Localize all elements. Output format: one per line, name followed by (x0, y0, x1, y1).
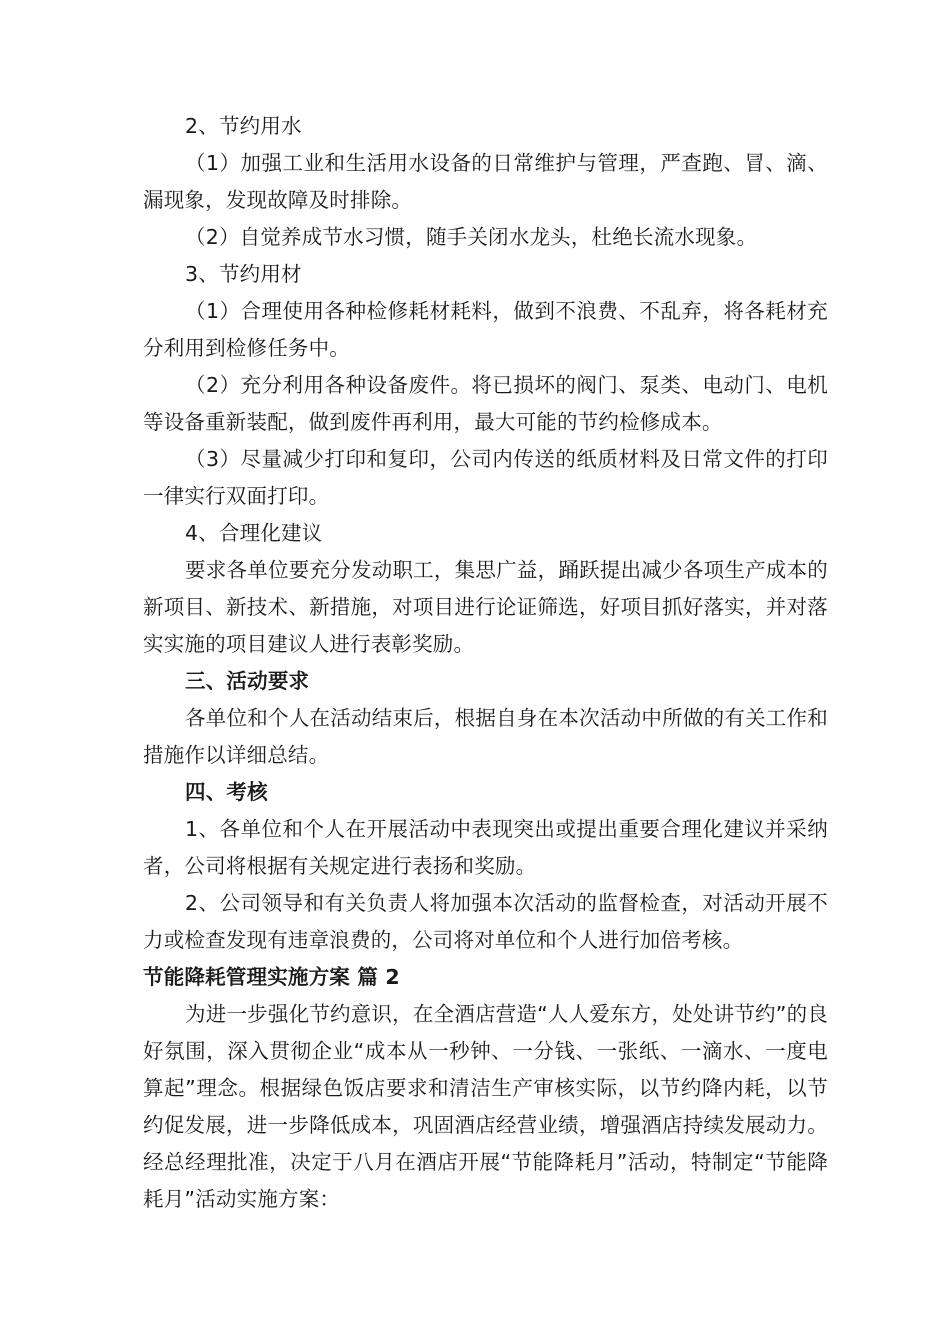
paragraph-materials-2: （2）充分利用各种设备废件。将已损坏的阀门、泵类、电动门、电机等设备重新装配，做到废件再利用，最大可能的节约检修成本。 (143, 373, 828, 434)
paragraph-plan-intro: 为进一步强化节约意识，在全酒店营造“人人爱东方，处处讲节约”的良好氛围，深入贯彻企业“成本从一秒钟、一分钱、一张纸、一滴水、一度电算起”理念。根据绿色饭店要求和清洁生产审核实际，以节约降内耗，以节约促发展，进一步降低成本，巩固酒店经营业绩，增强酒店持续发展动力。经总经理批准，决定于八月在酒店开展“节能降耗月”活动，特制定“节能降耗月”活动实施方案： (143, 1002, 828, 1211)
paragraph-materials-3: （3）尽量减少打印和复印，公司内传送的纸质材料及日常文件的打印一律实行双面打印。 (143, 447, 828, 508)
paragraph-water-1: （1）加强工业和生活用水设备的日常维护与管理，严查跑、冒、滴、漏现象，发现故障及时排除。 (143, 151, 828, 212)
paragraph-requirements: 各单位和个人在活动结束后，根据自身在本次活动中所做的有关工作和措施作以详细总结。 (143, 706, 828, 767)
section-heading-suggestions: 4、合理化建议 (185, 521, 323, 545)
section-heading-materials: 3、节约用材 (185, 262, 302, 286)
plan-title: 节能降耗管理实施方案 篇 2 (143, 965, 400, 989)
paragraph-assessment-1: 1、各单位和个人在开展活动中表现突出或提出重要合理化建议并采纳者，公司将根据有关规定进行表扬和奖励。 (143, 817, 828, 878)
paragraph-materials-1: （1）合理使用各种检修耗材耗料，做到不浪费、不乱弃，将各耗材充分利用到检修任务中。 (143, 299, 828, 360)
section-heading-water: 2、节约用水 (185, 114, 302, 138)
section-heading-requirements: 三、活动要求 (185, 669, 310, 693)
document-body (143, 108, 828, 1218)
paragraph-assessment-2: 2、公司领导和有关负责人将加强本次活动的监督检查，对活动开展不力或检查发现有违章浪费的，公司将对单位和个人进行加倍考核。 (143, 891, 828, 952)
section-heading-assessment: 四、考核 (185, 780, 268, 804)
paragraph-suggestions: 要求各单位要充分发动职工，集思广益，踊跃提出减少各项生产成本的新项目、新技术、新措施，对项目进行论证筛选，好项目抓好落实，并对落实实施的项目建议人进行表彰奖励。 (143, 558, 828, 656)
paragraph-water-2: （2）自觉养成节水习惯，随手关闭水龙头，杜绝长流水现象。 (185, 225, 758, 249)
